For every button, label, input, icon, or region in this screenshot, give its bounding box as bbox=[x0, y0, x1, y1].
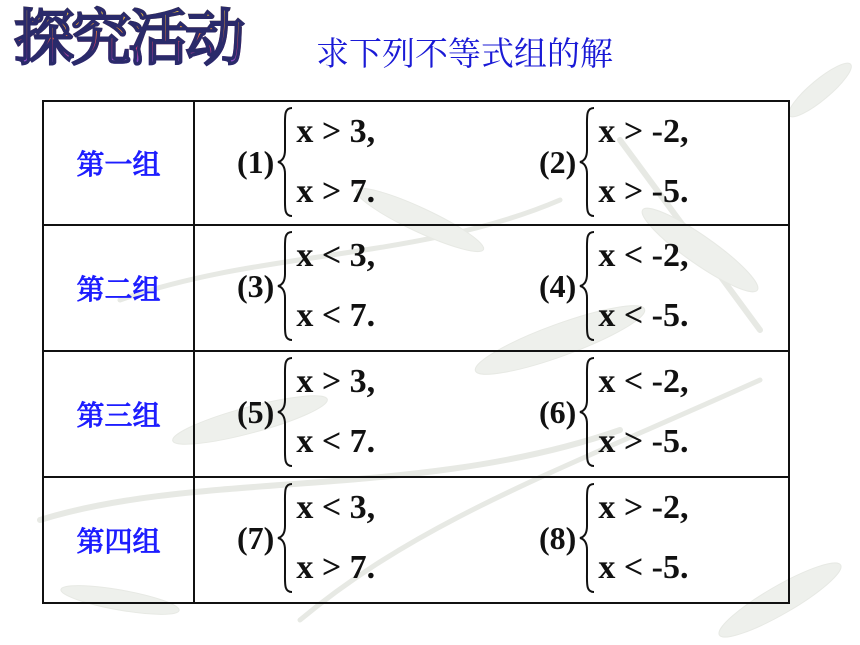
inequality: x > 3, bbox=[296, 113, 376, 150]
inequality-system bbox=[237, 356, 375, 468]
system-number: (2) bbox=[539, 143, 577, 180]
left-brace-icon bbox=[276, 230, 294, 342]
inequality-table bbox=[42, 100, 790, 604]
systems-cell bbox=[194, 351, 789, 477]
inequality-system bbox=[539, 106, 689, 218]
inequality-lines bbox=[598, 230, 688, 342]
inequality-system bbox=[539, 356, 689, 468]
left-brace-icon bbox=[276, 356, 294, 468]
subtitle: 求下列不等式组的解 bbox=[316, 34, 613, 73]
inequality: x < 7. bbox=[296, 297, 376, 334]
inequality: x < -2, bbox=[598, 237, 689, 274]
left-brace-icon bbox=[276, 106, 294, 218]
inequality: x > 7. bbox=[296, 173, 376, 210]
inequality: x > -2, bbox=[598, 489, 689, 526]
title-wordart: 探究活动 bbox=[14, 4, 242, 74]
group-label: 第三组 bbox=[43, 351, 194, 477]
inequality: x > 3, bbox=[296, 363, 376, 400]
inequality-system bbox=[237, 106, 375, 218]
system-number: (1) bbox=[237, 143, 275, 180]
inequality: x < -5. bbox=[598, 297, 689, 334]
inequality: x < 3, bbox=[296, 237, 376, 274]
system-number: (8) bbox=[539, 519, 577, 556]
inequality-lines bbox=[598, 356, 688, 468]
systems-cell bbox=[194, 101, 789, 225]
left-brace-icon bbox=[578, 106, 596, 218]
inequality-lines bbox=[598, 106, 688, 218]
inequality: x < -2, bbox=[598, 363, 689, 400]
inequality-system bbox=[237, 482, 375, 594]
systems-cell bbox=[194, 477, 789, 603]
system-number: (3) bbox=[237, 267, 275, 304]
table-row bbox=[43, 477, 789, 603]
left-brace-icon bbox=[578, 356, 596, 468]
inequality-lines bbox=[296, 356, 375, 468]
system-number: (7) bbox=[237, 519, 275, 556]
inequality-lines bbox=[296, 230, 375, 342]
inequality: x > -5. bbox=[598, 423, 689, 460]
system-number: (5) bbox=[237, 393, 275, 430]
inequality: x > -5. bbox=[598, 173, 689, 210]
inequality-lines bbox=[598, 482, 688, 594]
left-brace-icon bbox=[578, 230, 596, 342]
inequality-system bbox=[237, 230, 375, 342]
inequality: x > -2, bbox=[598, 113, 689, 150]
table-row bbox=[43, 351, 789, 477]
inequality-system bbox=[539, 230, 689, 342]
group-label: 第四组 bbox=[43, 477, 194, 603]
left-brace-icon bbox=[578, 482, 596, 594]
inequality: x < 3, bbox=[296, 489, 376, 526]
inequality-system bbox=[539, 482, 689, 594]
group-label: 第一组 bbox=[43, 101, 194, 225]
system-number: (6) bbox=[539, 393, 577, 430]
table-row bbox=[43, 225, 789, 351]
inequality: x < 7. bbox=[296, 423, 376, 460]
systems-cell bbox=[194, 225, 789, 351]
left-brace-icon bbox=[276, 482, 294, 594]
table-row bbox=[43, 101, 789, 225]
inequality-lines bbox=[296, 482, 375, 594]
system-number: (4) bbox=[539, 267, 577, 304]
inequality-lines bbox=[296, 106, 375, 218]
inequality: x < -5. bbox=[598, 549, 689, 586]
inequality: x > 7. bbox=[296, 549, 376, 586]
group-label: 第二组 bbox=[43, 225, 194, 351]
